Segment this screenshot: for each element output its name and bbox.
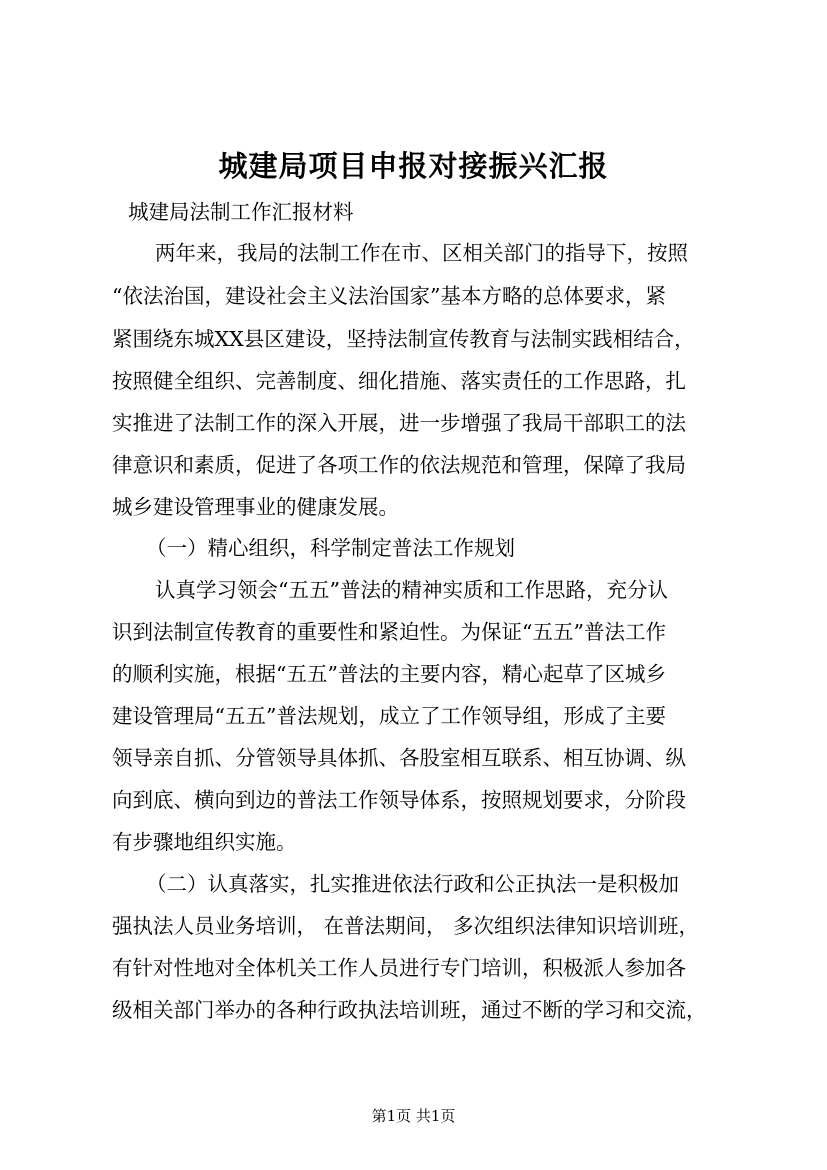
body-line: 律意识和素质，促进了各项工作的依法规范和管理，保障了我局 — [112, 453, 686, 477]
document-title: 城建局项目申报对接振兴汇报 — [218, 149, 609, 183]
body-line: 领导亲自抓、分管领导具体抓、各股室相互联系、相互协调、纵 — [112, 746, 686, 770]
section-heading: （一）精心组织，科学制定普法工作规划 — [146, 536, 515, 560]
body-line: 紧围绕东城XX县区建设，坚持法制宣传教育与法制实践相结合， — [112, 327, 695, 351]
body-line: 实推进了法制工作的深入开展，进一步增强了我局干部职工的法 — [112, 411, 686, 435]
body-line: 的顺利实施，根据“五五”普法的主要内容，精心起草了区城乡 — [112, 662, 666, 686]
body-line: 级相关部门举办的各种行政执法培训班，通过不断的学习和交流， — [112, 998, 707, 1022]
body-line: 识到法制宣传教育的重要性和紧迫性。为保证“五五”普法工作 — [112, 620, 666, 644]
body-line: 两年来，我局的法制工作在市、区相关部门的指导下，按照 — [155, 241, 688, 265]
body-line: 认真学习领会“五五”普法的精神实质和工作思路，充分认 — [155, 578, 668, 602]
body-line: 强执法人员业务培训， 在普法期间， 多次组织法律知识培训班， — [112, 914, 700, 938]
body-line: 建设管理局“五五”普法规划，成立了工作领导组，形成了主要 — [112, 704, 666, 728]
page-number: 第1页 共1页 — [371, 1107, 456, 1125]
body-line: 有步骤地组织实施。 — [112, 830, 297, 854]
body-line: 按照健全组织、完善制度、细化措施、落实责任的工作思路，扎 — [112, 369, 686, 393]
body-line: 城乡建设管理事业的健康发展。 — [112, 495, 399, 519]
section-heading: （二）认真落实，扎实推进依法行政和公正执法一是积极加 — [146, 872, 679, 896]
body-line: “依法治国，建设社会主义法治国家”基本方略的总体要求，紧 — [112, 284, 666, 308]
body-line: 向到底、横向到边的普法工作领导体系，按照规划要求，分阶段 — [112, 788, 686, 812]
body-line: 城建局法制工作汇报材料 — [128, 200, 354, 224]
body-line: 有针对性地对全体机关工作人员进行专门培训，积极派人参加各 — [112, 956, 686, 980]
